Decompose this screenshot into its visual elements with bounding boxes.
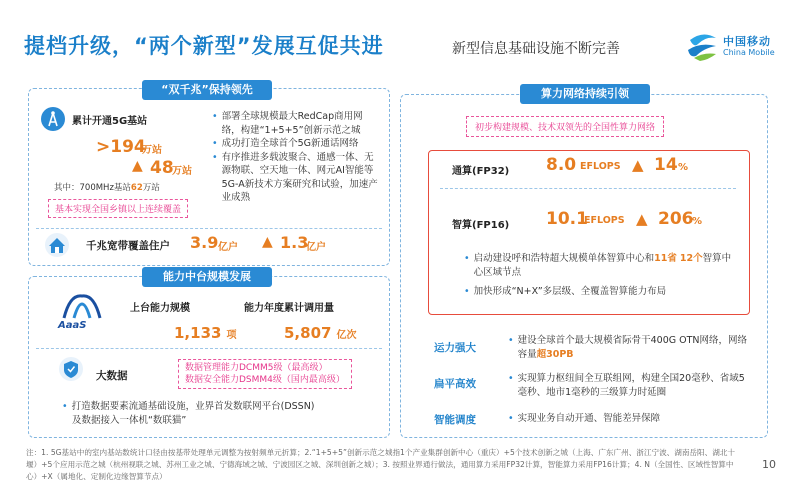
dcmm-line: 数据管理能力DCMM5级（最高级） xyxy=(185,363,328,373)
broadband-increase-unit: 亿户 xyxy=(306,242,326,253)
divider xyxy=(36,348,382,349)
divider xyxy=(36,228,382,229)
station-increase: 48 xyxy=(150,158,174,178)
shield-data-icon xyxy=(58,356,84,382)
intelligent-computing-bullets xyxy=(464,252,734,299)
broadband-label: 千兆宽带覆盖住户 xyxy=(86,240,170,252)
list-item: • 有序推进多载波聚合、通感一体、无源物联、空天地一体、网元AI智能等5G-A新技术方案研究和试验，加速产业成熟 xyxy=(212,151,378,203)
broadband-value: 3.9 xyxy=(190,233,219,252)
list-item-continued: 及数据接入一体机“数联猫” xyxy=(72,414,187,426)
list-item: • 成功打造全球首个5G新通话网络 xyxy=(212,138,359,149)
station-unit: 万站 xyxy=(142,145,162,156)
fp32-unit: EFLOPS xyxy=(580,161,621,172)
fp16-value: 10.1 xyxy=(546,209,588,229)
station-label: 累计开通5G基站 xyxy=(72,116,148,127)
flat-efficient-text: • 实现算力枢纽间全互联组网，构建全国20毫秒、省域5毫秒、地市1毫秒的三级算力时延圈 xyxy=(508,373,745,398)
logo-english-text: China Mobile xyxy=(723,48,775,57)
aaas-logo-icon xyxy=(60,292,104,320)
footnote: 注：1. 5G基站中的室内基站数统计口径由按基带处理单元调整为按射频单元折算；2.“1+5+5”创新示范之城指1个产业集群创新中心（重庆）+5个技术创新之城（上海、广东广州、浙江宁波、湖南岳阳、湖北十堰）+5个应用示范之城（杭州视联之城、苏州工业之城、宁德海域之城、宁波园区之城、深圳创新之城）；3. 按照业界通行做法，通用算力采用FP32计算，智能算力采用FP16计算；4. N（全国性、区域性智算中心）+X（属地化、定制化边缘智算节点） xyxy=(26,448,736,481)
platform-calls-label: 能力年度累计调用量 xyxy=(244,303,334,314)
fp16-growth-unit: % xyxy=(692,216,703,227)
computing-network-note: 初步构建规模、技术双领先的全国性算力网络 xyxy=(466,116,664,137)
page-title: 提档升级，“两个新型”发展互促共进 xyxy=(24,34,384,58)
bigdata-label: 大数据 xyxy=(96,370,128,382)
up-arrow-icon: ▲ xyxy=(262,234,273,250)
platform-scale-value: 1,133 项 xyxy=(174,324,237,342)
list-item: • 打造数据要素流通基础设施，业界首发数联网平台(DSSN) xyxy=(62,401,315,412)
coverage-note: 基本实现全国乡镇以上连续覆盖 xyxy=(48,199,188,218)
broadband-unit: 亿户 xyxy=(218,242,238,253)
station-value: >194 xyxy=(96,137,146,157)
page-number: 10 xyxy=(762,458,776,471)
data-certification-box xyxy=(178,359,352,389)
list-item: • 部署全球规模最大RedCap商用网络，构建“1+5+5”创新示范之城 xyxy=(212,111,363,136)
transport-capacity-text: • 建设全球首个最大规模省际骨干400G OTN网络，网络容量超30PB xyxy=(508,335,748,360)
house-icon xyxy=(44,233,70,257)
up-arrow-icon: ▲ xyxy=(632,156,644,174)
smart-scheduling-label: 智能调度 xyxy=(434,414,476,426)
up-arrow-icon: ▲ xyxy=(132,158,143,174)
dsmm-line: 数据安全能力DSMM4级（国内最高级） xyxy=(185,375,345,385)
page-subtitle: 新型信息基础设施不断完善 xyxy=(452,41,620,57)
transport-capacity-label: 运力强大 xyxy=(434,342,476,354)
up-arrow-icon: ▲ xyxy=(636,210,648,228)
fp32-growth-unit: % xyxy=(678,162,689,173)
fp16-unit: EFLOPS xyxy=(584,215,625,226)
smart-scheduling-text: • 实现业务自动开通、智能差异保障 xyxy=(508,413,661,424)
platform-calls-value: 5,807 亿次 xyxy=(284,324,357,342)
platform-scale-label: 上台能力规模 xyxy=(130,303,190,314)
broadband-increase: 1.3 xyxy=(280,233,309,252)
700mhz-note: 其中：700MHz基站62万站 xyxy=(54,183,160,193)
dssn-bullet xyxy=(62,400,382,427)
fp16-label: 智算(FP16) xyxy=(452,220,510,231)
divider xyxy=(440,188,736,189)
china-mobile-logo-icon xyxy=(686,30,720,62)
fp32-growth: 14 xyxy=(654,155,678,175)
fp16-growth: 206 xyxy=(658,209,694,229)
flat-efficient-label: 扁平高效 xyxy=(434,378,476,390)
list-item: • 启动建设呼和浩特超大规模单体智算中心和11省 12个智算中心区域节点 xyxy=(464,253,732,278)
list-item: • 加快形成“N+X”多层级、全覆盖智算能力布局 xyxy=(464,286,667,297)
station-increase-unit: 万站 xyxy=(172,166,192,177)
computing-network-tag: 算力网络持续引领 xyxy=(520,84,650,104)
fp32-label: 通算(FP32) xyxy=(452,166,510,177)
aaas-logo-text: AaaS xyxy=(58,320,87,331)
5g-bullet-list xyxy=(212,110,380,205)
dual-gigabit-tag: “双千兆”保持领先 xyxy=(142,80,272,100)
5g-station-icon xyxy=(40,106,66,132)
capability-platform-tag: 能力中台规模发展 xyxy=(142,267,272,287)
logo-chinese-text: 中国移动 xyxy=(723,35,771,48)
fp32-value: 8.0 xyxy=(546,155,577,175)
